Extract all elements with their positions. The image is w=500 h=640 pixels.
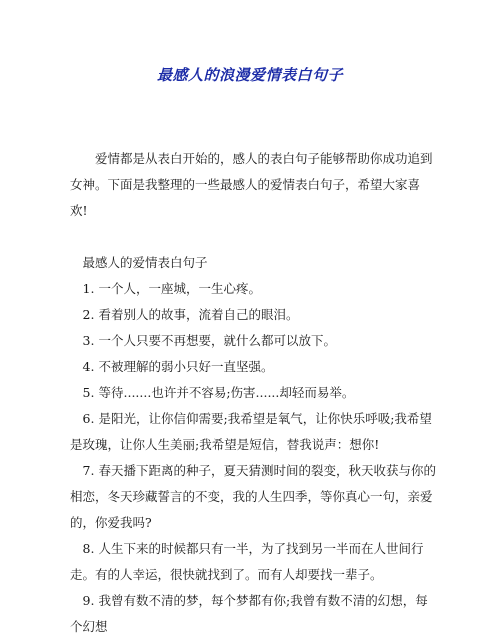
item-number: 8. [82,541,95,556]
list-item [70,380,436,406]
item-text: 不被理解的弱小只好一直坚强。 [98,359,274,374]
item-text: 人生下来的时候都只有一半，为了找到另一半而在人世间行走。有的人幸运，很快就找到了。而有人却要找一辈子。 [70,541,424,582]
list-item [70,302,436,328]
list-item [70,354,436,380]
item-number: 4. [82,359,95,374]
item-text: 我曾有数不清的梦，每个梦都有你;我曾有数不清的幻想，每个幻想 [70,593,428,634]
list-item [70,276,436,302]
item-text: 一个人，一座城，一生心疼。 [98,281,262,296]
section-heading: 最感人的爱情表白句子 [82,255,208,270]
item-number: 3. [82,333,95,348]
intro-paragraph: 爱情都是从表白开始的，感人的表白句子能够帮助你成功追到女神。下面是我整理的一些最感人的爱情表白句子，希望大家喜欢! [70,151,433,218]
list-item [70,458,436,536]
item-number: 2. [82,307,95,322]
list-item [70,588,436,640]
item-text: 一个人只要不再想要，就什么都可以放下。 [98,333,337,348]
item-text: 是阳光，让你信仰需要;我希望是氧气，让你快乐呼吸;我希望是玫瑰，让你人生美丽;我希望是短信，替我说声：想你! [70,411,432,452]
document-title: 最感人的浪漫爱情表白句子 [156,66,343,84]
list-item [70,406,436,458]
item-number: 6. [82,411,95,426]
item-text: 看着别人的故事，流着自己的眼泪。 [98,307,299,322]
item-text: 春天播下距离的种子，夏天猜测时间的裂变，秋天收获与你的相恋，冬天珍藏誓言的不变，我的人生四季，等你真心一句，亲爱的，你爱我吗? [70,463,437,530]
item-number: 1. [82,281,95,296]
list-item [70,536,436,588]
item-number: 9. [82,593,95,608]
item-number: 7. [82,463,95,478]
document-body [70,146,436,640]
item-text: 等待.......也许并不容易;伤害......却轻而易举。 [98,385,355,400]
item-number: 5. [82,385,95,400]
sentence-list [70,276,436,640]
list-item [70,328,436,354]
